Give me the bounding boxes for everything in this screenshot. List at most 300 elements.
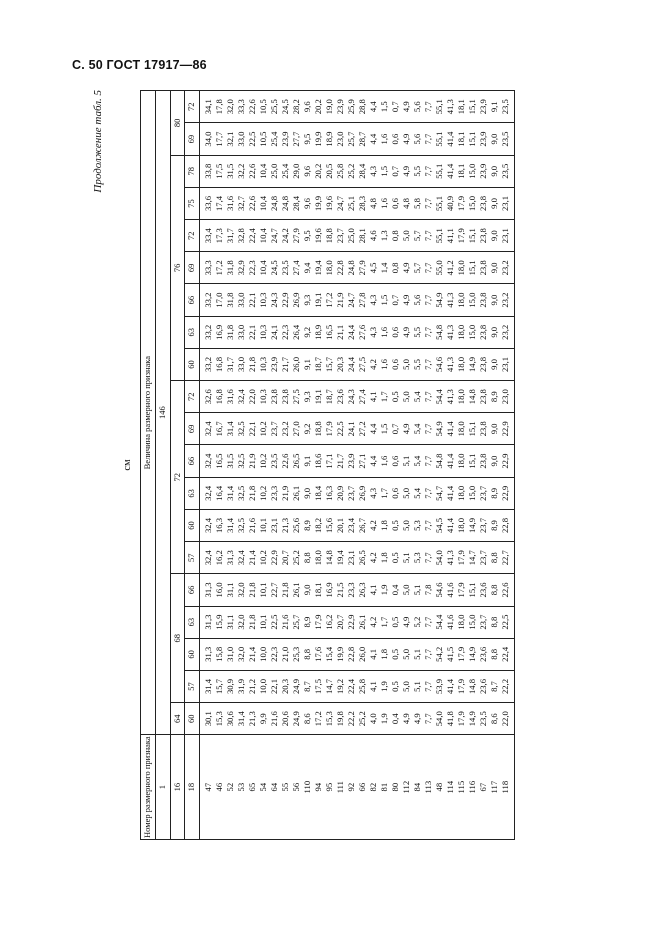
table-cell: 23,9 [478,91,489,123]
table-cell: 0,6 [390,123,401,155]
table-cell: 33,0 [236,284,247,316]
table-cell: 41,4 [445,445,456,477]
table-cell: 8,8 [489,638,500,670]
table-cell: 1,6 [379,316,390,348]
table-cell: 20,5 [324,155,335,187]
table-cell: 33,2 [200,348,215,380]
table-cell: 28,7 [357,123,368,155]
table-cell: 18,0 [456,606,467,638]
table-cell: 18,0 [456,252,467,284]
table-cell: 25,0 [346,220,357,252]
table-cell: 18,0 [456,381,467,413]
table-cell: 34,1 [200,91,215,123]
table-cell: 17,2 [324,284,335,316]
table-cell: 9,0 [489,252,500,284]
table-cell: 22,7 [269,574,280,606]
table-cell: 17,1 [324,445,335,477]
table-cell: 21,4 [247,542,258,574]
table-cell: 41,4 [445,123,456,155]
table-cell: 31,8 [225,284,236,316]
table-cell: 4,2 [368,542,379,574]
table-cell: 23,8 [269,381,280,413]
table-cell: 7,8 [423,574,434,606]
table-cell: 18,8 [313,413,324,445]
table-cell: 41,3 [445,316,456,348]
table-cell: 22,6 [247,91,258,123]
table-cell: 7,7 [423,187,434,219]
table-cell: 9,6 [302,155,313,187]
table-cell: 32,4 [200,477,215,509]
table-cell: 32,0 [236,606,247,638]
table-cell: 24,9 [291,703,302,735]
table-cell: 34,0 [200,123,215,155]
table-cell: 22,6 [500,574,515,606]
table-cell: 55,1 [434,123,445,155]
table-cell: 21,5 [335,574,346,606]
table-cell: 21,7 [335,445,346,477]
table-cell: 22,0 [500,703,515,735]
table-cell: 41,2 [445,252,456,284]
table-cell: 9,0 [489,123,500,155]
table-cell: 1,8 [379,509,390,541]
group-68: 68 [170,574,185,703]
table-cell: 23,5 [280,252,291,284]
table-cell: 5,3 [412,509,423,541]
row-number: 56 [291,735,302,840]
row-number: 80 [390,735,401,840]
table-row [456,91,467,840]
table-cell: 19,6 [324,187,335,219]
table-cell: 5,4 [412,445,423,477]
table-row [379,91,390,840]
row-number: 66 [357,735,368,840]
table-cell: 10,0 [258,638,269,670]
table-cell: 5,0 [401,348,412,380]
table-cell: 23,9 [478,155,489,187]
table-cell: 4,1 [368,670,379,702]
table-cell: 33,0 [236,348,247,380]
table-cell: 14,7 [467,542,478,574]
table-cell: 26,0 [291,348,302,380]
table-cell: 54,8 [434,316,445,348]
table-row [302,91,313,840]
row-number: 67 [478,735,489,840]
table-row [478,91,489,840]
table-cell: 18,0 [456,445,467,477]
table-cell: 15,1 [467,574,478,606]
table-cell: 5,0 [401,381,412,413]
table-cell: 17,4 [214,187,225,219]
table-cell: 27,8 [357,284,368,316]
table-cell: 15,1 [467,445,478,477]
table-cell: 29,0 [291,155,302,187]
table-cell: 4,8 [401,187,412,219]
table-cell: 32,9 [236,252,247,284]
table-cell: 0,4 [390,703,401,735]
table-cell: 1,5 [379,155,390,187]
table-cell: 22,5 [247,123,258,155]
table-cell: 19,0 [324,91,335,123]
table-cell: 54,0 [434,542,445,574]
table-cell: 19,9 [313,187,324,219]
table-cell: 32,4 [200,509,215,541]
table-cell: 32,4 [200,445,215,477]
table-cell: 19,9 [313,123,324,155]
col-76-1-header: 63 [185,316,200,348]
table-cell: 10,4 [258,155,269,187]
table-cell: 4,4 [368,445,379,477]
table-cell: 33,2 [200,284,215,316]
table-cell: 24,2 [280,220,291,252]
table-cell: 4,6 [368,220,379,252]
table-cell: 54,6 [434,574,445,606]
table-cell: 0,5 [390,542,401,574]
table-cell: 18,0 [313,542,324,574]
table-cell: 23,8 [478,316,489,348]
table-cell: 32,0 [225,91,236,123]
table-cell: 24,5 [269,252,280,284]
table-cell: 18,0 [456,284,467,316]
table-cell: 1,6 [379,123,390,155]
table-cell: 32,4 [200,542,215,574]
table-cell: 4,3 [368,155,379,187]
table-cell: 5,4 [412,381,423,413]
table-cell: 8,6 [302,703,313,735]
subheader-row [185,91,200,840]
table-cell: 27,4 [357,381,368,413]
table-cell: 15,9 [214,606,225,638]
row-number: 94 [313,735,324,840]
table-cell: 14,8 [324,542,335,574]
table-cell: 21,2 [247,670,258,702]
table-cell: 54,9 [434,413,445,445]
table-cell: 21,8 [247,477,258,509]
table-cell: 9,6 [302,187,313,219]
table-cell: 23,5 [269,445,280,477]
table-cell: 5,2 [412,606,423,638]
table-cell: 22,3 [247,252,258,284]
table-row [357,91,368,840]
table-cell: 7,7 [423,348,434,380]
table-cell: 16,3 [214,509,225,541]
table-cell: 54,4 [434,606,445,638]
table-cell: 31,4 [200,670,215,702]
table-cell: 23,8 [478,252,489,284]
table-cell: 15,0 [467,284,478,316]
table-cell: 7,7 [423,381,434,413]
table-cell: 41,8 [445,703,456,735]
table-cell: 0,7 [390,155,401,187]
table-cell: 21,0 [280,638,291,670]
table-cell: 33,3 [236,91,247,123]
table-cell: 16,9 [324,574,335,606]
table-cell: 22,4 [247,220,258,252]
table-cell: 18,1 [456,91,467,123]
table-cell: 10,3 [258,348,269,380]
table-cell: 24,3 [269,284,280,316]
table-cell: 5,8 [412,187,423,219]
table-cell: 7,7 [423,123,434,155]
table-cell: 9,0 [489,284,500,316]
table-cell: 22,1 [247,316,258,348]
table-cell: 24,4 [346,348,357,380]
table-cell: 23,5 [478,703,489,735]
col-80-0-header: 69 [185,123,200,155]
table-cell: 31,3 [200,574,215,606]
table-cell: 15,7 [324,348,335,380]
table-cell: 26,3 [357,574,368,606]
table-cell: 22,1 [269,670,280,702]
table-cell: 4,2 [368,348,379,380]
table-cell: 15,3 [214,703,225,735]
table-cell: 9,1 [302,348,313,380]
table-cell: 18,9 [324,123,335,155]
table-cell: 54,6 [434,348,445,380]
table-cell: 16,3 [324,477,335,509]
table-cell: 23,9 [478,123,489,155]
table-cell: 24,7 [346,284,357,316]
table-cell: 9,2 [302,316,313,348]
table-cell: 5,0 [401,574,412,606]
table-row [335,91,346,840]
table-cell: 4,9 [401,284,412,316]
table-cell: 32,5 [236,445,247,477]
table-cell: 9,1 [489,91,500,123]
table-cell: 22,6 [280,445,291,477]
table-cell: 17,9 [456,638,467,670]
table-cell: 5,6 [412,284,423,316]
table-cell: 10,4 [258,252,269,284]
table-row [489,91,500,840]
table-cell: 21,7 [280,348,291,380]
table-cell: 1,9 [379,670,390,702]
table-row [423,91,434,840]
table-cell: 16,2 [214,542,225,574]
table-cell: 14,9 [467,703,478,735]
table-cell: 23,1 [500,220,515,252]
table-row [346,91,357,840]
table-cell: 8,8 [302,638,313,670]
table-cell: 23,1 [500,187,515,219]
table-cell: 16,7 [214,413,225,445]
table-row [313,91,324,840]
table-cell: 27,7 [291,123,302,155]
table-cell: 20,7 [335,606,346,638]
table-cell: 31,5 [225,155,236,187]
table-cell: 21,4 [247,638,258,670]
table-row [412,91,423,840]
table-cell: 54,0 [434,703,445,735]
table-row [280,91,291,840]
table-cell: 23,8 [478,445,489,477]
col-76-3-header: 69 [185,252,200,284]
table-cell: 4,3 [368,284,379,316]
table-cell: 17,9 [456,670,467,702]
table-cell: 14,8 [467,381,478,413]
table-cell: 21,9 [335,284,346,316]
table-cell: 22,0 [247,381,258,413]
table-cell: 41,1 [445,220,456,252]
table-cell: 22,3 [269,638,280,670]
table-cell: 18,1 [456,155,467,187]
table-cell: 22,2 [346,703,357,735]
table-cell: 8,9 [489,381,500,413]
col-72-4-header: 69 [185,413,200,445]
table-cell: 24,8 [280,187,291,219]
row-number: 48 [434,735,445,840]
table-cell: 10,1 [258,574,269,606]
table-cell: 14,9 [467,509,478,541]
col-72-5-header: 72 [185,381,200,413]
row-number: 54 [258,735,269,840]
table-cell: 22,1 [247,413,258,445]
col-72-1-header: 60 [185,509,200,541]
table-cell: 17,2 [214,252,225,284]
table-cell: 22,4 [500,638,515,670]
table-cell: 19,1 [313,284,324,316]
table-cell: 30,9 [225,670,236,702]
row-number: 111 [335,735,346,840]
table-cell: 4,9 [401,413,412,445]
table-row [368,91,379,840]
table-cell: 18,7 [313,348,324,380]
table-cell: 25,8 [357,670,368,702]
table-cell: 31,0 [225,638,236,670]
table-cell: 16,0 [214,574,225,606]
table-cell: 23,9 [335,91,346,123]
table-cell: 54,5 [434,509,445,541]
table-cell: 8,8 [489,606,500,638]
table-cell: 26,5 [357,542,368,574]
table-cell: 15,0 [467,316,478,348]
table-cell: 22,4 [346,670,357,702]
table-cell: 54,4 [434,381,445,413]
table-cell: 28,4 [291,187,302,219]
table-cell: 21,8 [280,574,291,606]
table-cell: 15,3 [324,703,335,735]
table-cell: 28,1 [357,220,368,252]
table-cell: 23,8 [478,187,489,219]
table-cell: 31,7 [225,220,236,252]
table-cell: 1,9 [379,574,390,606]
table-cell: 27,5 [291,381,302,413]
table-cell: 22,9 [346,606,357,638]
table-cell: 5,0 [401,670,412,702]
table-cell: 41,5 [445,638,456,670]
table-cell: 7,7 [423,542,434,574]
table-row [401,91,412,840]
table-cell: 5,6 [412,91,423,123]
table-cell: 16,8 [214,348,225,380]
table-cell: 24,4 [346,316,357,348]
table-cell: 20,9 [335,477,346,509]
table-row [434,91,445,840]
group-80: 80 [170,91,185,156]
table-cell: 5,1 [412,638,423,670]
sub-60: 60 [185,703,200,735]
table-cell: 32,5 [236,477,247,509]
table-cell: 32,5 [236,413,247,445]
table-row [467,91,478,840]
table-cell: 8,7 [302,670,313,702]
row-number: 46 [214,735,225,840]
row-number: 116 [467,735,478,840]
row-number: 47 [200,735,215,840]
table-cell: 1,7 [379,381,390,413]
table-cell: 22,9 [500,477,515,509]
table-cell: 26,0 [357,638,368,670]
table-row [269,91,280,840]
table-cell: 15,7 [214,670,225,702]
table-cell: 14,9 [467,638,478,670]
table-cell: 7,7 [423,670,434,702]
table-cell: 17,7 [214,123,225,155]
table-cell: 0,7 [390,91,401,123]
table-cell: 4,8 [368,187,379,219]
table-cell: 9,4 [302,252,313,284]
table-cell: 41,4 [445,670,456,702]
value-header: Величина размерного признака [141,91,156,735]
table-cell: 31,9 [236,670,247,702]
table-cell: 9,1 [302,445,313,477]
table-cell: 22,9 [269,542,280,574]
table-cell: 54,9 [434,284,445,316]
table-cell: 19,8 [335,703,346,735]
table-cell: 25,4 [269,123,280,155]
table-cell: 23,2 [500,316,515,348]
table-cell: 22,1 [247,284,258,316]
table-cell: 22,8 [335,252,346,284]
table-cell: 23,0 [335,123,346,155]
table-cell: 41,4 [445,155,456,187]
row-number: 115 [456,735,467,840]
table-cell: 5,1 [401,445,412,477]
table-cell: 4,9 [401,703,412,735]
table-cell: 7,7 [423,220,434,252]
table-cell: 19,4 [313,252,324,284]
table-cell: 55,1 [434,155,445,187]
row-number: 118 [500,735,515,840]
table-cell: 24,8 [269,187,280,219]
table-cell: 23,5 [500,123,515,155]
table-cell: 10,5 [258,91,269,123]
table-cell: 22,6 [247,155,258,187]
table-cell: 23,6 [478,670,489,702]
table-cell: 32,4 [200,413,215,445]
table-cell: 4,4 [368,413,379,445]
table-cell: 28,3 [357,187,368,219]
row-number: 52 [225,735,236,840]
table-cell: 7,7 [423,413,434,445]
table-cell: 23,7 [478,542,489,574]
table-cell: 10,4 [258,220,269,252]
row-number: 114 [445,735,456,840]
table-cell: 9,0 [489,445,500,477]
table-cell: 23,8 [478,381,489,413]
table-cell: 9,0 [489,187,500,219]
continuation-label: Продолжение табл. 5 [92,90,104,193]
table-cell: 41,3 [445,284,456,316]
table-cell: 8,6 [489,703,500,735]
table-cell: 22,9 [500,445,515,477]
table-cell: 15,0 [467,155,478,187]
table-cell: 25,5 [269,91,280,123]
table-cell: 31,4 [225,509,236,541]
table-cell: 21,3 [280,509,291,541]
table-cell: 9,0 [489,155,500,187]
table-cell: 15,1 [467,413,478,445]
table-cell: 22,2 [500,670,515,702]
